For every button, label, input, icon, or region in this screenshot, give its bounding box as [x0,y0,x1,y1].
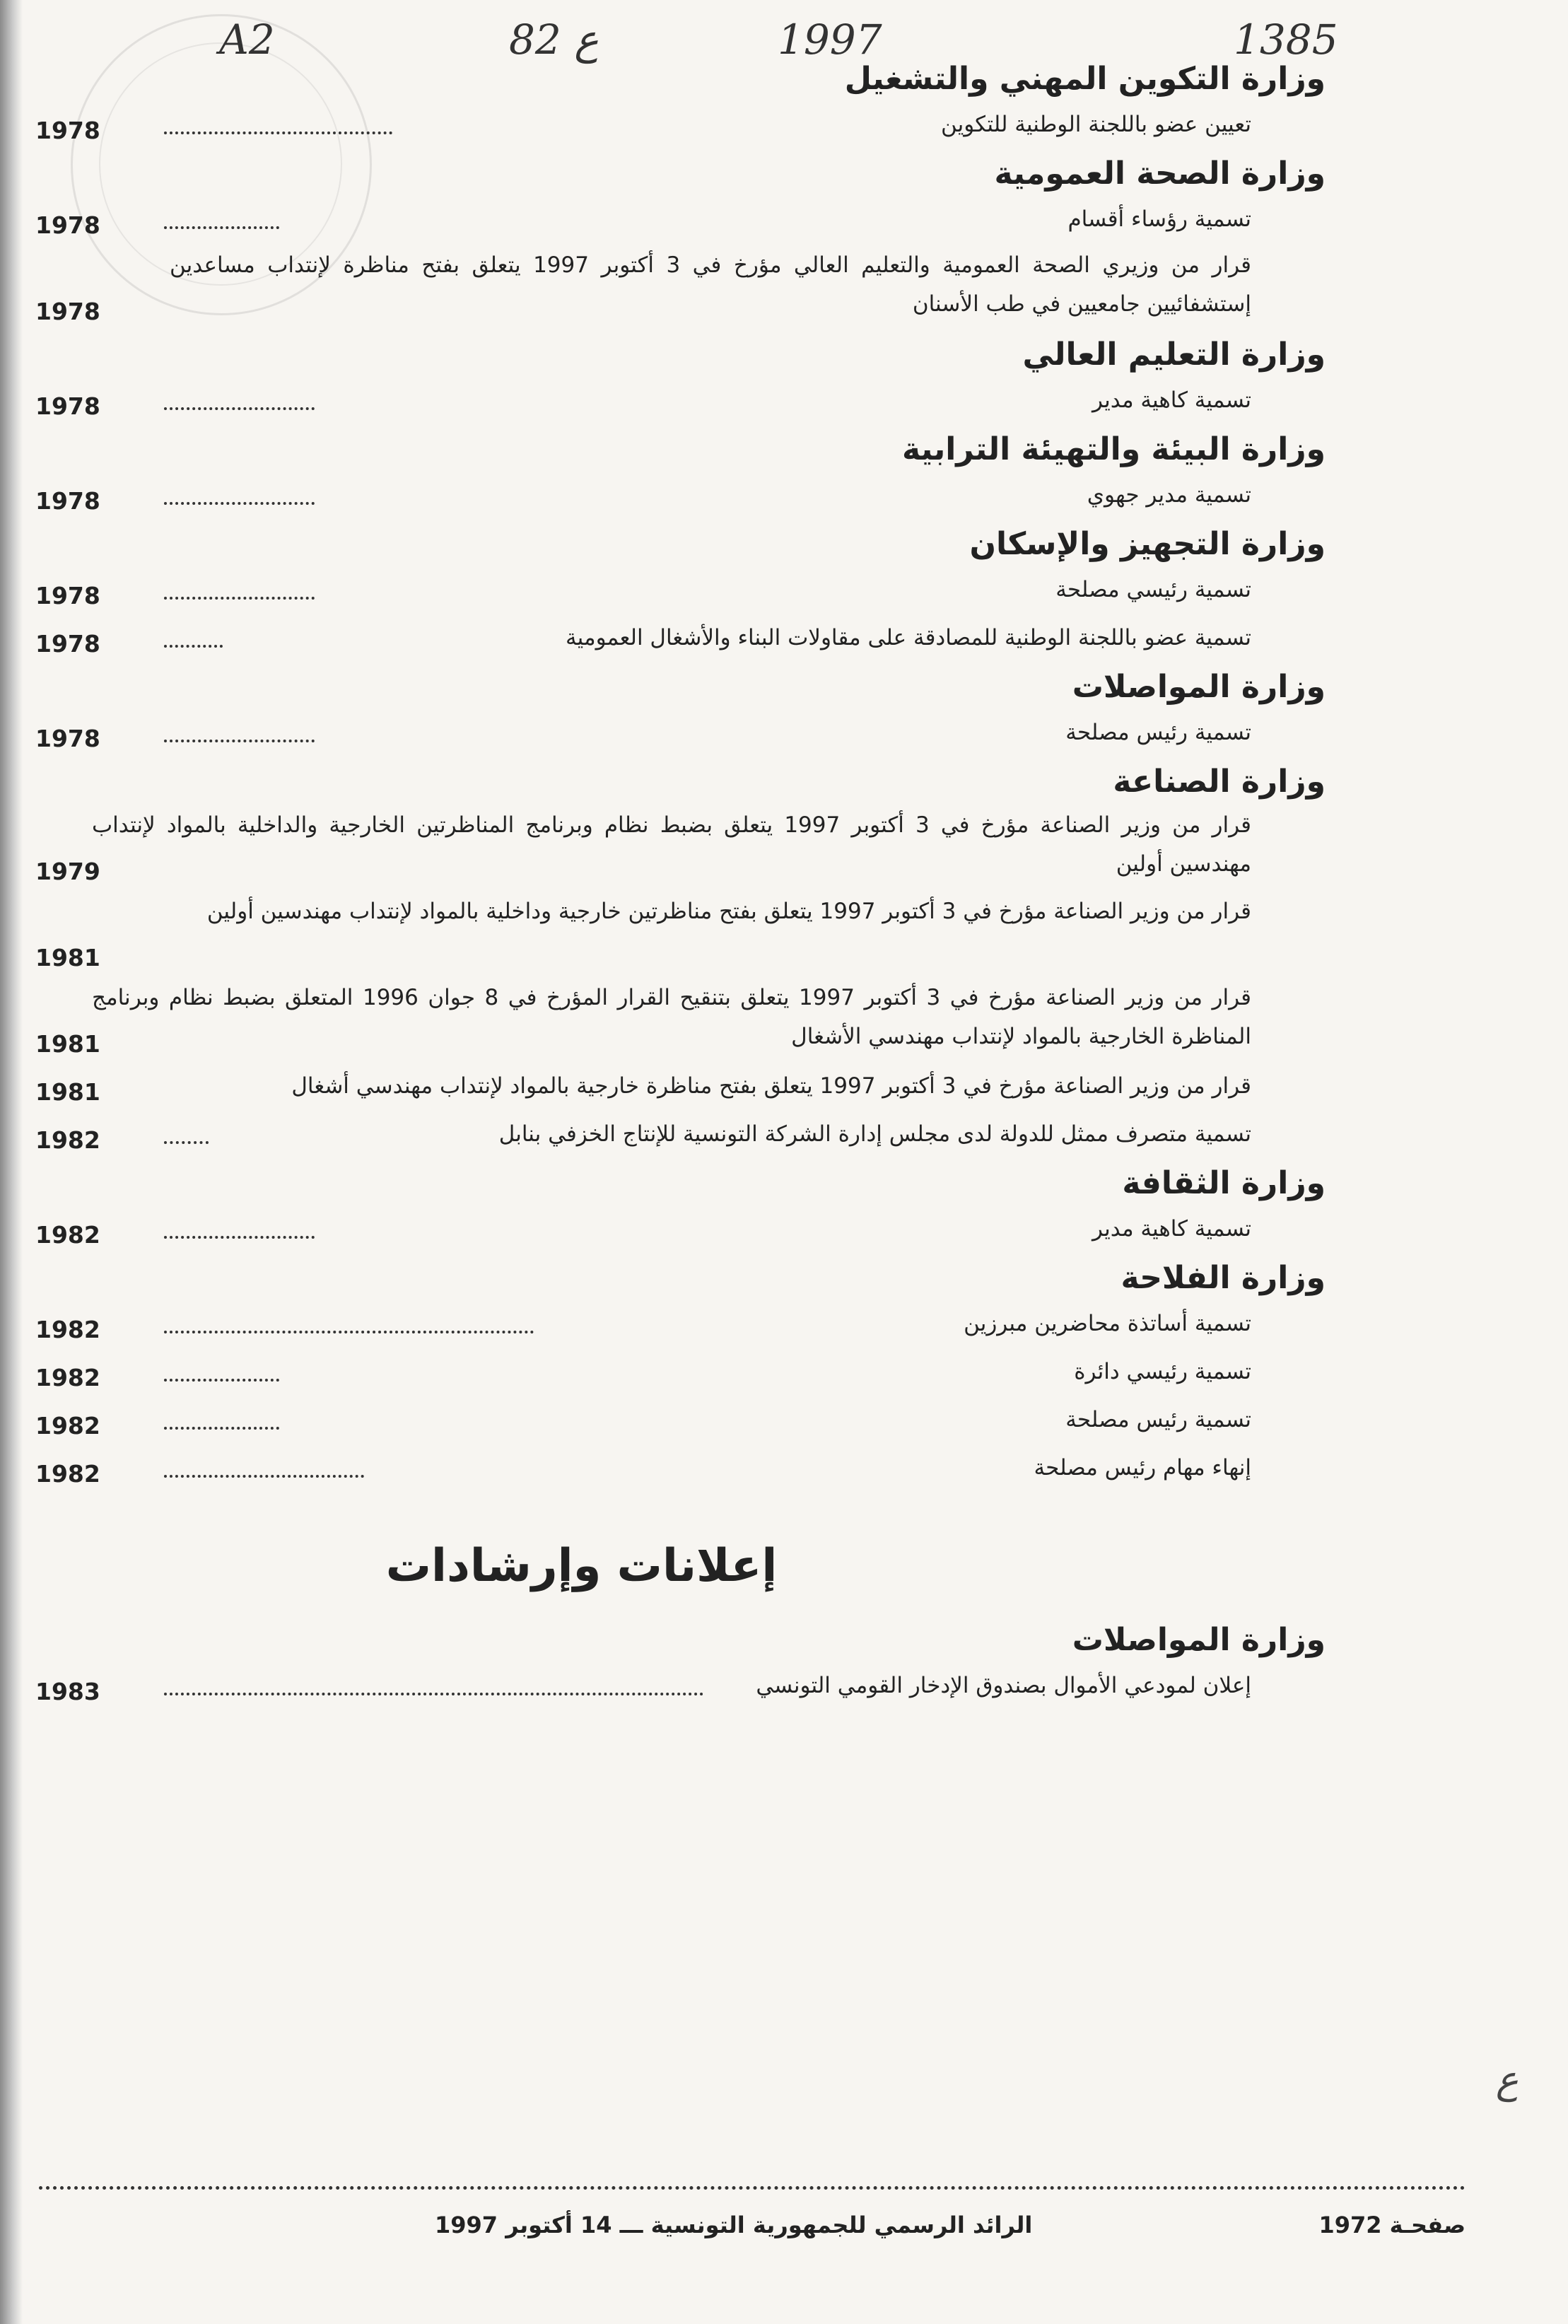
page-number: 1982 [35,1316,100,1343]
handwritten-number: 1385 [1234,16,1338,64]
entry-text: تسمية كاهية مدير [1092,387,1251,413]
toc-entry [35,1062,1326,1110]
page-number: 1978 [35,298,100,325]
entry-text: تعيين عضو باللجنة الوطنية للتكوين [941,112,1251,137]
entry-text: تسمية رئيس مصلحة [1065,720,1251,745]
handwritten-note-mid: 82 ع [509,16,599,64]
page-number: 1982 [35,1364,100,1391]
entry-text: تسمية رئيس مصلحة [1065,1407,1251,1432]
publication-title: الرائد الرسمي للجمهورية التونسية ـــ 14 أكتوبر 1997 [435,2212,1033,2238]
entry-text: تسمية رئيسي دائرة [1074,1359,1251,1384]
toc-entry [35,195,1326,243]
entry-text: تسمية مدير جهوي [1087,482,1251,508]
page-number: 1978 [35,392,100,420]
entry-text: تسمية أساتذة محاضرين مبرزين [964,1311,1251,1336]
page-number: 1982 [35,1126,100,1154]
toc-entry [35,243,1326,329]
toc-entry [35,376,1326,424]
page-label: صفحـة 1972 [1318,2212,1465,2238]
page-number: 1983 [35,1678,100,1705]
toc-entry [35,803,1326,889]
ministry-heading: وزارة المواصلات [1072,1622,1326,1658]
page-number: 1979 [35,858,100,885]
entry-text: تسمية كاهية مدير [1092,1216,1251,1242]
entry-text: قرار من وزير الصناعة مؤرخ في 3 أكتوبر 1997 يتعلق بفتح مناظرتين خارجية وداخلية بالمواد لإنتداب مهندسين أولين [206,899,1251,924]
margin-handwritten-mark: ع [1495,2057,1519,2102]
toc-entry [35,1396,1326,1444]
ministry-heading: وزارة المواصلات [1072,669,1326,705]
ministry-heading: وزارة التجهيز والإسكان [969,526,1326,562]
page-number: 1981 [35,1078,100,1106]
ministry-heading: وزارة البيئة والتهيئة الترابية [902,431,1326,467]
entry-text: تسمية رئيسي مصلحة [1055,577,1251,602]
footer-dotted-rule [39,2186,1465,2190]
toc-entry [35,708,1326,757]
page-number: 1982 [35,1412,100,1440]
page-number: 1981 [35,1030,100,1058]
ministry-heading: وزارة التعليم العالي [1022,337,1326,373]
ministry-heading: وزارة التكوين المهني والتشغيل [844,61,1326,97]
ministry-heading: وزارة الصحة العمومية [994,156,1326,192]
page-number: 1982 [35,1221,100,1249]
entry-text: تسمية رؤساء أقسام [1067,206,1251,232]
page-number: 1978 [35,725,100,752]
page-number: 1978 [35,117,100,144]
toc-entry [35,1300,1326,1348]
page-footer [39,2212,1465,2254]
entry-text: إعلان لمودعي الأموال بصندوق الإدخار القومي التونسي [756,1673,1251,1698]
toc-entry [35,566,1326,614]
page-number: 1978 [35,630,100,658]
ministry-heading: وزارة الفلاحة [1121,1260,1326,1296]
scan-edge-shadow [0,0,23,2324]
toc-entry [35,471,1326,519]
handwritten-year: 1997 [778,16,882,64]
toc-entry [35,1444,1326,1492]
entry-text: تسمية متصرف ممثل للدولة لدى مجلس إدارة الشركة التونسية للإنتاج الخزفي بنابل [498,1121,1251,1147]
toc-entry [35,614,1326,662]
announcements-title: إعلانات وإرشادات [385,1540,778,1592]
entry-text: تسمية عضو باللجنة الوطنية للمصادقة على مقاولات البناء والأشغال العمومية [566,625,1251,650]
toc-entry [35,889,1326,976]
ministry-heading: وزارة الثقافة [1122,1165,1326,1201]
toc-entry [35,1348,1326,1396]
toc-entry [35,976,1326,1062]
page-number: 1978 [35,487,100,515]
page-number: 1978 [35,582,100,609]
toc-entry [35,1205,1326,1253]
entry-text: قرار من وزير الصناعة مؤرخ في 3 أكتوبر 1997 يتعلق بتنقيح القرار المؤرخ في 8 جوان 1996 المتعلق بضبط نظام وبرنامج المناظرة الخارجية بالمواد لإنتداب مهندسي الأشغال [92,985,1252,1049]
page-number: 1982 [35,1460,100,1488]
toc-entry [35,100,1326,148]
table-of-contents [35,58,1326,1710]
page-number: 1978 [35,211,100,239]
handwritten-note-left: A2 [219,16,275,64]
toc-entry [35,1662,1326,1710]
toc-entry [35,1110,1326,1158]
entry-text: إنهاء مهام رئيس مصلحة [1034,1455,1251,1481]
ministry-heading: وزارة الصناعة [1113,764,1326,800]
entry-text: قرار من وزير الصناعة مؤرخ في 3 أكتوبر 1997 يتعلق بفتح مناظرة خارجية بالمواد لإنتداب مهندسي أشغال [291,1073,1251,1099]
page-number: 1981 [35,944,100,971]
entry-text: قرار من وزيري الصحة العمومية والتعليم العالي مؤرخ في 3 أكتوبر 1997 يتعلق بفتح مناظرة لإنتداب مساعدين إستشفائيين جامعيين في طب الأسنان [170,252,1251,317]
entry-text: قرار من وزير الصناعة مؤرخ في 3 أكتوبر 1997 يتعلق بضبط نظام وبرنامج المناظرتين الخارجية والداخلية بالمواد لإنتداب مهندسين أولين [92,812,1252,877]
